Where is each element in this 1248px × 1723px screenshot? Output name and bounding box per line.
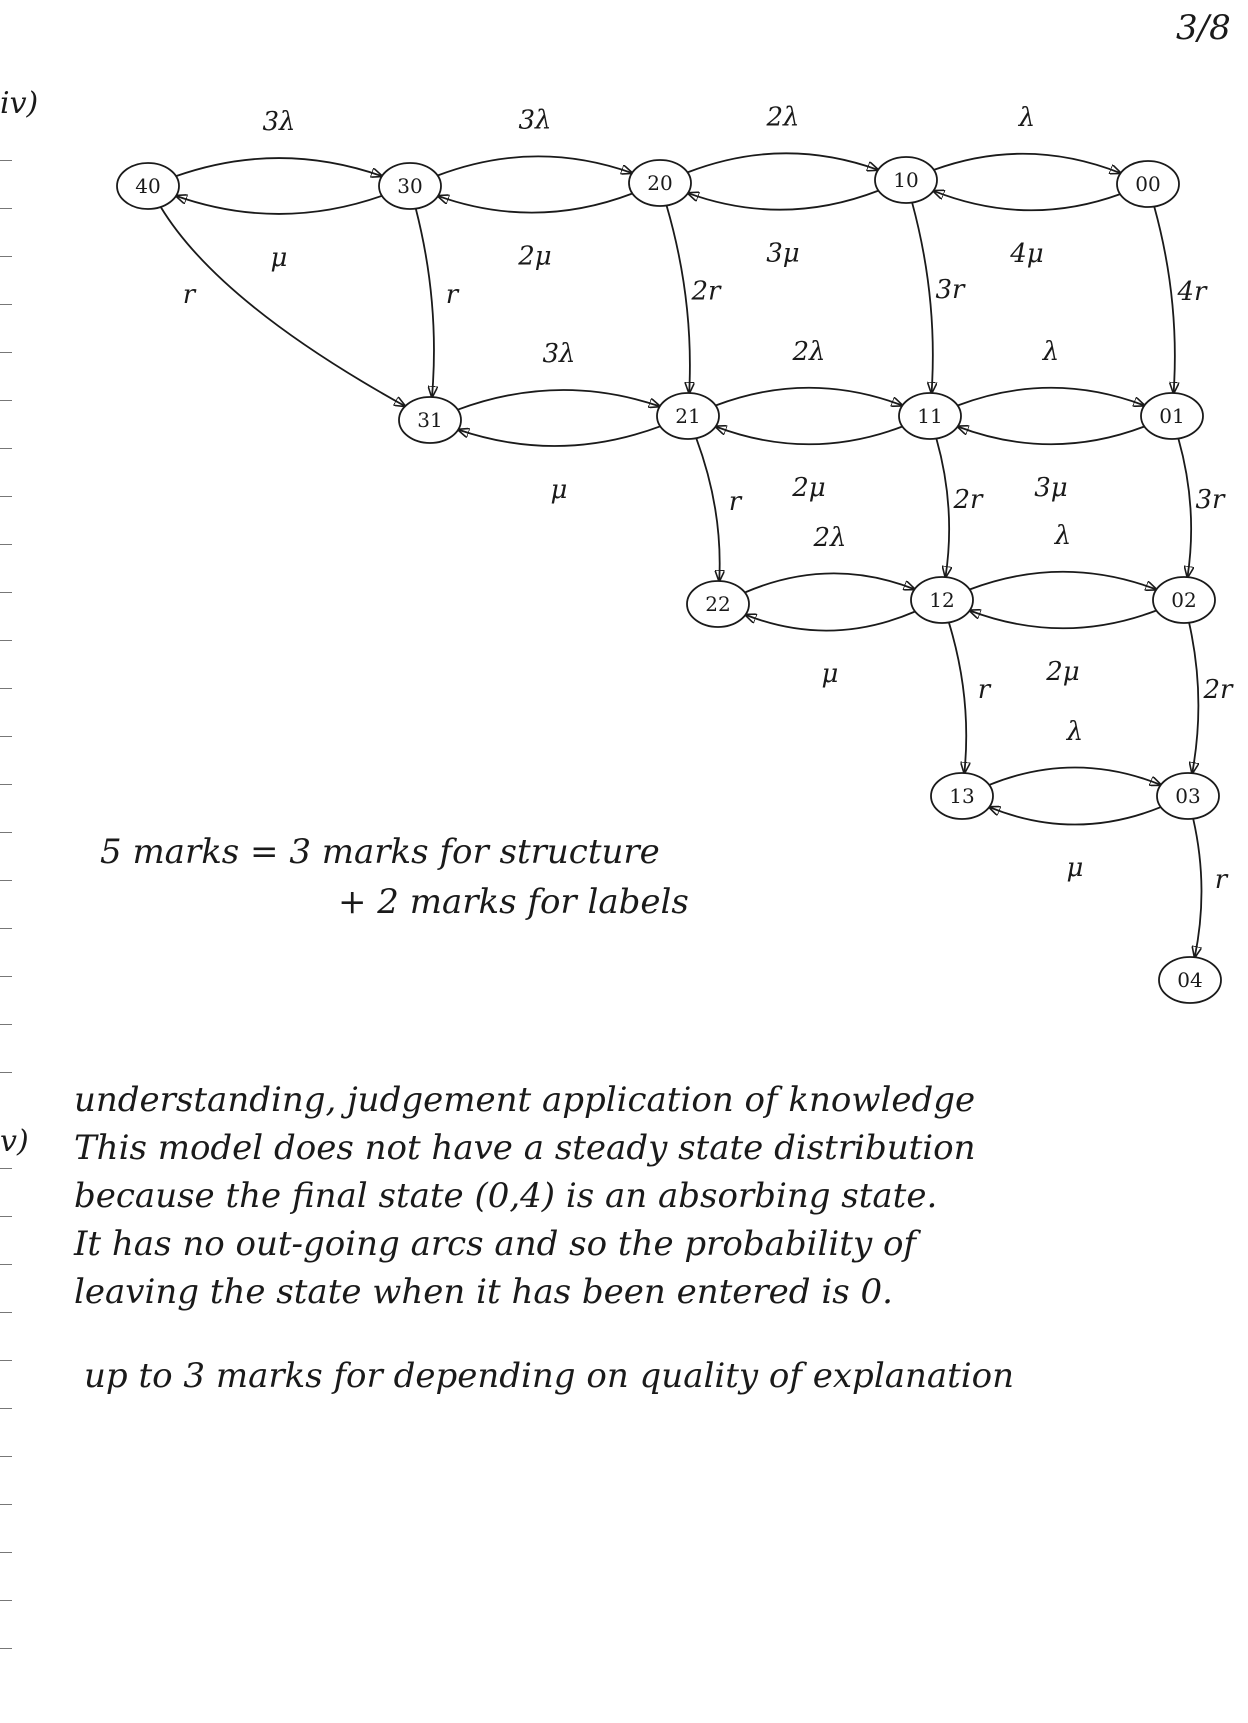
edge-30-31: [416, 209, 434, 397]
page-number: 3/8: [1176, 8, 1231, 48]
state-node-01: [1141, 393, 1203, 439]
edge-01-11: [958, 426, 1145, 444]
state-node-11: [899, 393, 961, 439]
edge-21-31: [458, 426, 660, 446]
answer-line-1: This model does not have a steady state distribution: [74, 1128, 976, 1168]
edge-02-12: [970, 610, 1157, 628]
edge-12-13: [949, 622, 966, 773]
edge-label: λ: [1018, 103, 1036, 133]
edge-label: λ: [1042, 337, 1060, 367]
state-node-label: 30: [397, 174, 423, 198]
marks-note-line-2: + 2 marks for labels: [338, 882, 689, 922]
state-node-31: [399, 397, 461, 443]
edge-20-21: [667, 205, 690, 393]
edge-label: λ: [1066, 717, 1084, 747]
edge-label: 4μ: [1010, 239, 1044, 269]
edge-02-03: [1189, 623, 1198, 774]
edge-11-01: [958, 388, 1145, 406]
edge-label: 2r: [1203, 675, 1233, 705]
edge-21-22: [696, 438, 719, 581]
edge-label: 3μ: [1034, 473, 1068, 503]
edge-label: 3λ: [518, 105, 552, 136]
state-node-20: [629, 160, 691, 206]
edge-11-12: [936, 439, 949, 578]
edge-label: r: [728, 487, 742, 517]
edge-label: 4r: [1177, 277, 1207, 307]
edge-30-20: [438, 156, 632, 175]
edge-21-11: [716, 388, 903, 406]
edge-11-21: [716, 426, 903, 444]
answer-line-4: leaving the state when it has been entered is 0.: [74, 1272, 893, 1312]
state-node-label: 21: [675, 404, 701, 428]
state-node-22: [687, 581, 749, 627]
answer-heading: understanding, judgement application of knowledge: [74, 1080, 976, 1120]
edge-label: 2λ: [766, 102, 800, 133]
edge-12-22: [745, 612, 915, 631]
edge-12-02: [970, 572, 1157, 590]
state-node-label: 22: [705, 592, 731, 616]
edge-10-00: [934, 154, 1121, 173]
edge-label: 3r: [935, 275, 965, 305]
edge-label: 2μ: [518, 241, 552, 272]
edge-40-31: [161, 207, 405, 406]
edge-label: 2μ: [792, 473, 826, 503]
answer-line-2: because the final state (0,4) is an absorbing state.: [74, 1176, 938, 1216]
edge-label: 2λ: [792, 337, 826, 367]
edge-label: r: [182, 280, 196, 310]
state-node-label: 04: [1177, 968, 1203, 992]
edge-13-03: [989, 767, 1161, 784]
edge-label: λ: [1054, 521, 1072, 551]
edge-label: μ: [1066, 853, 1084, 883]
edge-label: μ: [550, 475, 568, 505]
state-node-label: 02: [1171, 588, 1197, 612]
edge-label: 2r: [691, 276, 721, 307]
state-node-12: [911, 577, 973, 623]
state-node-label: 40: [135, 174, 161, 198]
marks-note-line-1: 5 marks = 3 marks for structure: [100, 832, 660, 872]
state-node-21: [657, 393, 719, 439]
edge-03-13: [989, 807, 1161, 824]
section-v-label: v): [0, 1124, 29, 1159]
state-node-label: 11: [917, 404, 943, 428]
state-node-04: [1159, 957, 1221, 1003]
state-node-label: 31: [417, 408, 443, 432]
edge-label: r: [1214, 865, 1228, 895]
state-node-02: [1153, 577, 1215, 623]
edge-03-04: [1193, 819, 1201, 958]
edge-00-01: [1154, 207, 1175, 393]
state-node-label: 12: [929, 588, 955, 612]
state-node-30: [379, 163, 441, 209]
state-node-label: 00: [1135, 172, 1161, 196]
edge-20-30: [438, 193, 632, 212]
edge-label: 3λ: [262, 107, 296, 137]
state-node-label: 01: [1159, 404, 1185, 428]
edge-10-11: [912, 203, 933, 393]
state-node-label: 13: [949, 784, 975, 808]
edge-31-21: [458, 390, 660, 410]
edge-label: 2r: [953, 485, 983, 515]
state-node-label: 03: [1175, 784, 1201, 808]
edge-20-10: [687, 153, 878, 172]
edge-00-10: [933, 191, 1120, 210]
state-node-00: [1117, 161, 1179, 207]
edge-label: 2λ: [813, 523, 847, 553]
edge-label: 3λ: [542, 339, 576, 369]
state-node-10: [875, 157, 937, 203]
answer-marks-line: up to 3 marks for depending on quality of explanation: [84, 1356, 1015, 1396]
edge-label: 3μ: [766, 238, 800, 269]
state-node-03: [1157, 773, 1219, 819]
edge-30-40: [176, 196, 382, 214]
edge-label: μ: [821, 659, 839, 689]
edge-label: r: [445, 280, 459, 310]
section-iv-label: iv): [0, 86, 39, 121]
state-node-40: [117, 163, 179, 209]
state-node-label: 20: [647, 171, 673, 195]
state-node-13: [931, 773, 993, 819]
edge-10-20: [688, 191, 879, 210]
edge-40-30: [176, 158, 382, 176]
edge-label: 2μ: [1046, 657, 1080, 687]
answer-line-3: It has no out-going arcs and so the probability of: [74, 1224, 917, 1264]
edge-label: r: [977, 675, 991, 705]
state-node-label: 10: [893, 168, 919, 192]
edge-01-02: [1178, 439, 1191, 578]
edge-label: μ: [270, 243, 288, 273]
edge-22-12: [745, 573, 915, 592]
edge-label: 3r: [1195, 485, 1225, 515]
